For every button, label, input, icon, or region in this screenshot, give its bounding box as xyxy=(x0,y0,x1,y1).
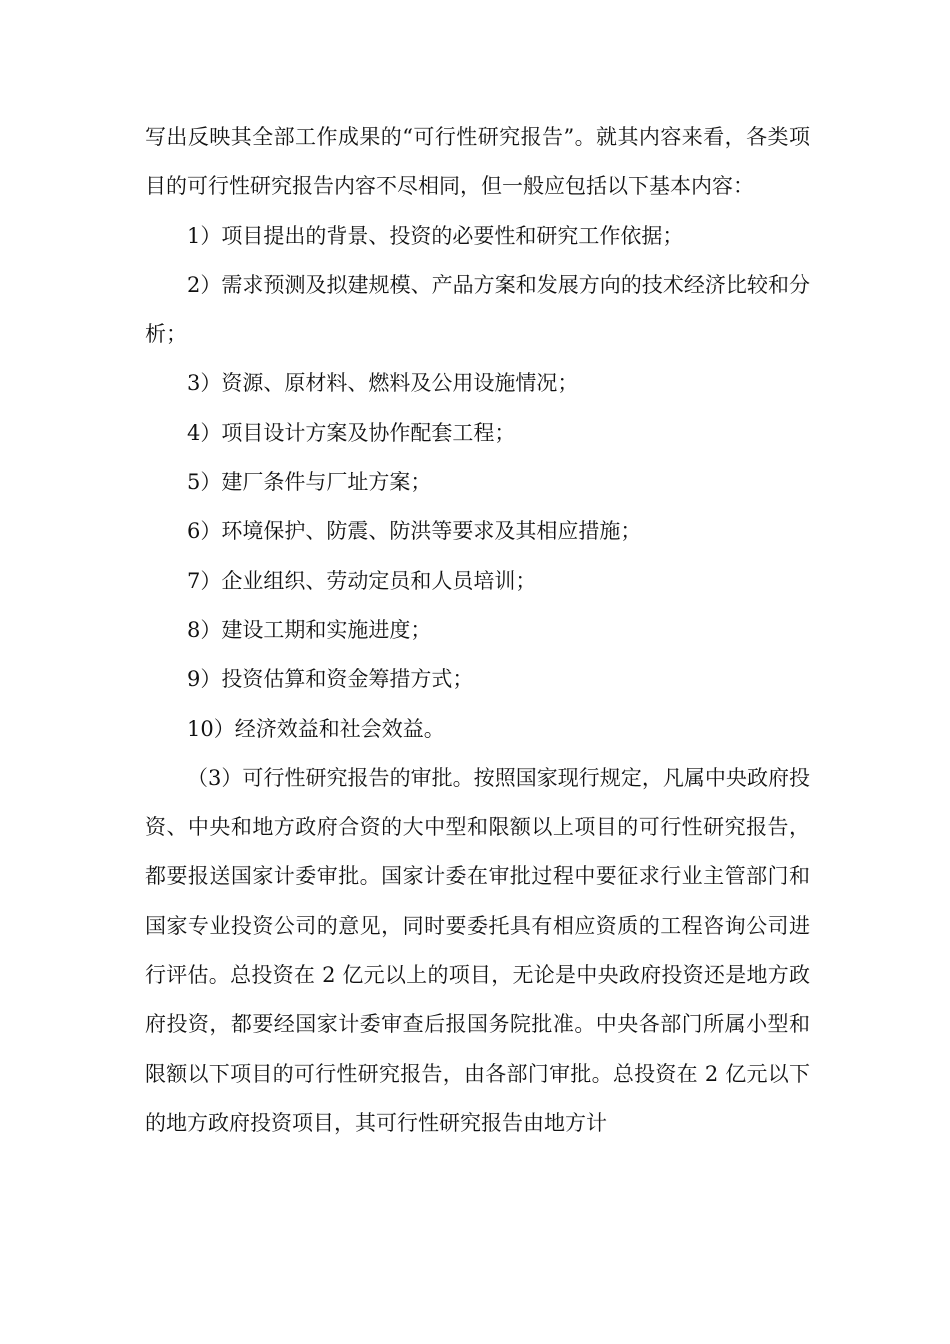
content-item-3: 3）资源、原材料、燃料及公用设施情况； xyxy=(187,371,579,396)
content-item-9: 9）投资估算和资金筹措方式； xyxy=(187,667,474,692)
content-item-8: 8）建设工期和实施进度； xyxy=(187,617,432,642)
content-item-4: 4）项目设计方案及协作配套工程； xyxy=(187,420,516,445)
content-item-5: 5）建厂条件与厂址方案； xyxy=(187,470,432,495)
content-item-2: 2）需求预测及拟建规模、产品方案和发展方向的技术经济比较和分析； xyxy=(145,272,810,347)
content-item-6: 6）环境保护、防震、防洪等要求及其相应措施； xyxy=(187,519,642,544)
approval-paragraph: （3）可行性研究报告的审批。按照国家现行规定，凡属中央政府投资、中央和地方政府合资的大中型和限额以上项目的可行性研究报告，都要报送国家计委审批。国家计委在审批过程中要征求行业主管部门和国家专业投资公司的意见，同时要委托具有相应资质的工程咨询公司进行评估。总投资在 2 亿元以上的项目，无论是中央政府投资还是地方政府投资，都要经国家计委审查后报国务院批准。中央各部门所属小型和限额以下项目的可行性研究报告，由各部门审批。总投资在 2 亿元以下的地方政府投资项目，其可行性研究报告由地方计 xyxy=(145,765,810,1135)
intro-paragraph: 写出反映其全部工作成果的“可行性研究报告”。就其内容来看，各类项目的可行性研究报告内容不尽相同，但一般应包括以下基本内容： xyxy=(145,125,810,199)
content-item-10: 10）经济效益和社会效益。 xyxy=(187,716,445,741)
document-body xyxy=(145,113,810,1148)
content-item-7: 7）企业组织、劳动定员和人员培训； xyxy=(187,568,537,593)
content-item-1: 1）项目提出的背景、投资的必要性和研究工作依据； xyxy=(187,223,684,248)
